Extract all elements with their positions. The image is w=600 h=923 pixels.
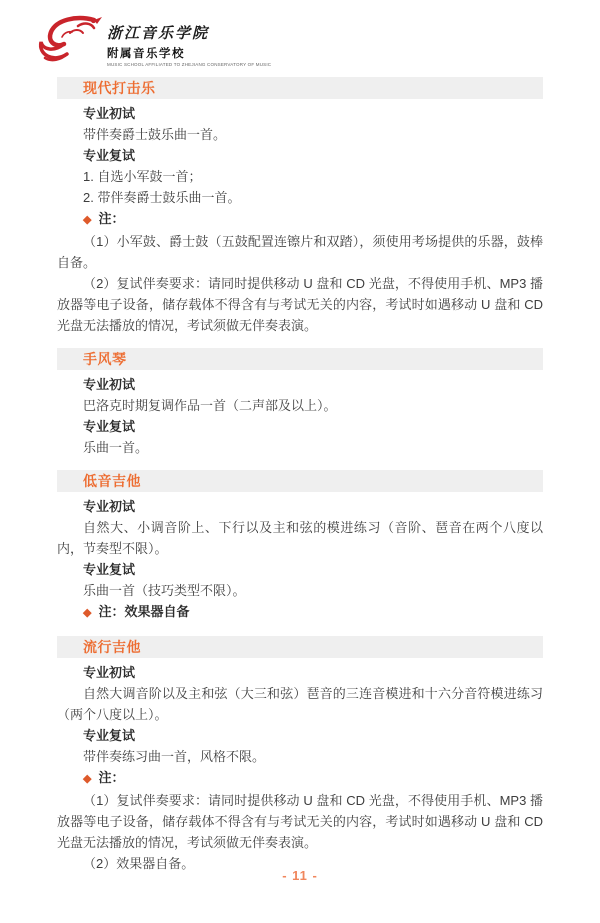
subheading: 专业初试 [83, 377, 136, 392]
subheading: 专业复试 [83, 148, 136, 163]
paragraph: （1）复试伴奏要求：请同时提供移动 U 盘和 CD 光盘，不得使用手机、MP3 播放器等电子设备，储存载体不得含有与考试无关的内容，考试时如遇移动 U 盘和 CD 光盘无法播放的情况，考试须做无伴奏表演。 [57, 793, 543, 850]
school-name-en: MUSIC SCHOOL AFFILIATED TO ZHEJIANG CONSERVATORY OF MUSIC [107, 62, 272, 67]
exam-section [57, 470, 543, 624]
exam-section [57, 636, 543, 874]
note-line [57, 767, 543, 790]
logo-text-block [107, 13, 271, 67]
subheading: 专业初试 [83, 665, 136, 680]
paragraph: 乐曲一首（技巧类型不限）。 [83, 583, 246, 598]
note-diamond-icon: ◆ [83, 607, 92, 619]
section-title-bar [57, 348, 543, 370]
exam-section [57, 77, 543, 336]
section-title-bar [57, 470, 543, 492]
paragraph: 乐曲一首。 [83, 440, 149, 455]
note-text: 注： [98, 211, 125, 226]
school-logo [34, 13, 271, 67]
paragraph: （2）效果器自备。 [83, 856, 195, 871]
note-text: 注： [98, 770, 125, 785]
sections-container [57, 77, 543, 886]
section-title: 流行吉他 [83, 639, 141, 655]
paragraph: （1）小军鼓、爵士鼓（五鼓配置连镲片和双踏），须使用考场提供的乐器，鼓棒自备。 [57, 234, 543, 270]
section-title-bar [57, 77, 543, 99]
paragraph: 巴洛克时期复调作品一首（二声部及以上）。 [83, 398, 337, 413]
subheading: 专业复试 [83, 419, 136, 434]
subheading: 专业初试 [83, 499, 136, 514]
paragraph: （2）复试伴奏要求：请同时提供移动 U 盘和 CD 光盘，不得使用手机、MP3 播放器等电子设备，储存载体不得含有与考试无关的内容，考试时如遇移动 U 盘和 CD 光盘无法播放的情况，考试须做无伴奏表演。 [57, 276, 543, 333]
subheading: 专业复试 [83, 728, 136, 743]
paragraph: 2. 带伴奏爵士鼓乐曲一首。 [83, 190, 241, 205]
note-text: 注：效果器自备 [98, 604, 190, 619]
paragraph: 带伴奏爵士鼓乐曲一首。 [83, 127, 227, 142]
paragraph: 带伴奏练习曲一首，风格不限。 [83, 749, 266, 764]
note-diamond-icon: ◆ [83, 773, 92, 785]
exam-section [57, 348, 543, 458]
note-line [57, 208, 543, 231]
section-title: 手风琴 [83, 351, 127, 367]
paragraph: 1. 自选小军鼓一首； [83, 169, 202, 184]
paragraph: 自然大调音阶以及主和弦（大三和弦）琶音的三连音模进和十六分音符模进练习（两个八度以上）。 [57, 686, 543, 722]
school-name-cn: 浙江音乐学院 [107, 24, 210, 42]
subheading: 专业复试 [83, 562, 136, 577]
paragraph: 自然大、小调音阶上、下行以及主和弦的模进练习（音阶、琶音在两个八度以内，节奏型不限）。 [57, 520, 543, 556]
subheading: 专业初试 [83, 106, 136, 121]
section-title: 现代打击乐 [83, 80, 156, 96]
section-title: 低音吉他 [83, 473, 141, 489]
phoenix-logo-icon [34, 13, 104, 65]
section-title-bar [57, 636, 543, 658]
note-diamond-icon: ◆ [83, 214, 92, 226]
school-name-sub: 附属音乐学校 [107, 48, 185, 60]
note-line [57, 601, 543, 624]
page-number: - 11 - [282, 868, 318, 883]
